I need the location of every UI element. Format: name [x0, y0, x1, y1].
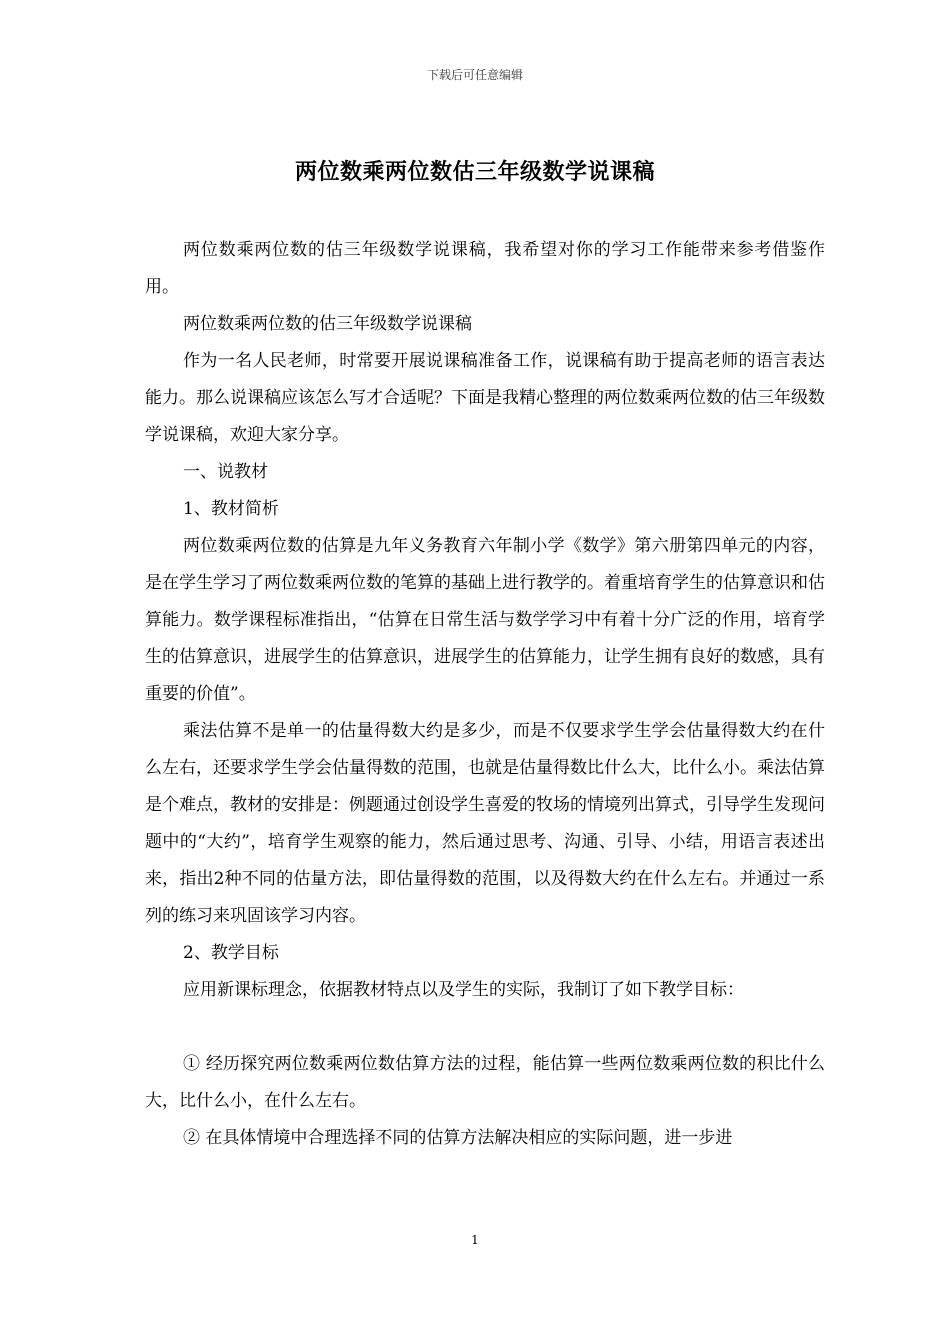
paragraph-estimation: 乘法估算不是单一的估量得数大约是多少，而是不仅要求学生学会估量得数大约在什么左右，还要求学生学会估量得数的范围，也就是估量得数比什么大，比什么小。乘法估算是个难点，教材的安排是：例题通过创设学生喜爱的牧场的情境列出算式，引导学生发现问题中的“大约”，培育学生观察的能力，然后通过思考、沟通、引导、小结，用语言表述出来，指出2种不同的估量方法，即估量得数的范围，以及得数大约在什么左右。并通过一系列的练习来巩固该学习内容。 — [145, 721, 825, 926]
paragraph-preface: 作为一名人民老师，时常要开展说课稿准备工作，说课稿有助于提高老师的语言表达能力。那么说课稿应该怎么写才合适呢？下面是我精心整理的两位数乘两位数的估三年级数学说课稿，欢迎大家分享。 — [145, 351, 825, 445]
blank-line — [145, 1009, 825, 1046]
paragraph-intro: 两位数乘两位数的估三年级数学说课稿，我希望对你的学习工作能带来参考借鉴作用。 — [145, 240, 825, 297]
paragraph-goals-intro: 应用新课标理念，依据教材特点以及学生的实际，我制订了如下教学目标： — [183, 980, 744, 1000]
paragraph-subtitle: 两位数乘两位数的估三年级数学说课稿 — [183, 314, 472, 334]
goal-item-1: ① 经历探究两位数乘两位数估算方法的过程，能估算一些两位数乘两位数的积比什么大，比什么小，在什么左右。 — [145, 1054, 825, 1111]
goal-item-2: ② 在具体情境中合理选择不同的估算方法解决相应的实际问题，进一步进 — [183, 1128, 733, 1148]
subheading-teaching-goals: 2、教学目标 — [183, 943, 279, 963]
document-body — [145, 232, 825, 1157]
page-number: 1 — [471, 1233, 479, 1247]
page-header: 下载后可任意编辑 — [426, 68, 523, 82]
subheading-textbook-analysis: 1、教材简析 — [183, 499, 279, 519]
paragraph-textbook-analysis: 两位数乘两位数的估算是九年义务教育六年制小学《数学》第六册第四单元的内容，是在学生学习了两位数乘两位数的笔算的基础上进行教学的。着重培育学生的估算意识和估算能力。数学课程标准指出，“估算在日常生活与数学学习中有着十分广泛的作用，培育学生的估算意识，进展学生的估算意识，进展学生的估算能力，让学生拥有良好的数感，具有重要的价值”。 — [145, 536, 825, 704]
section-heading-textbook: 一、说教材 — [183, 462, 268, 482]
document-title: 两位数乘两位数估三年级数学说课稿 — [294, 159, 655, 185]
